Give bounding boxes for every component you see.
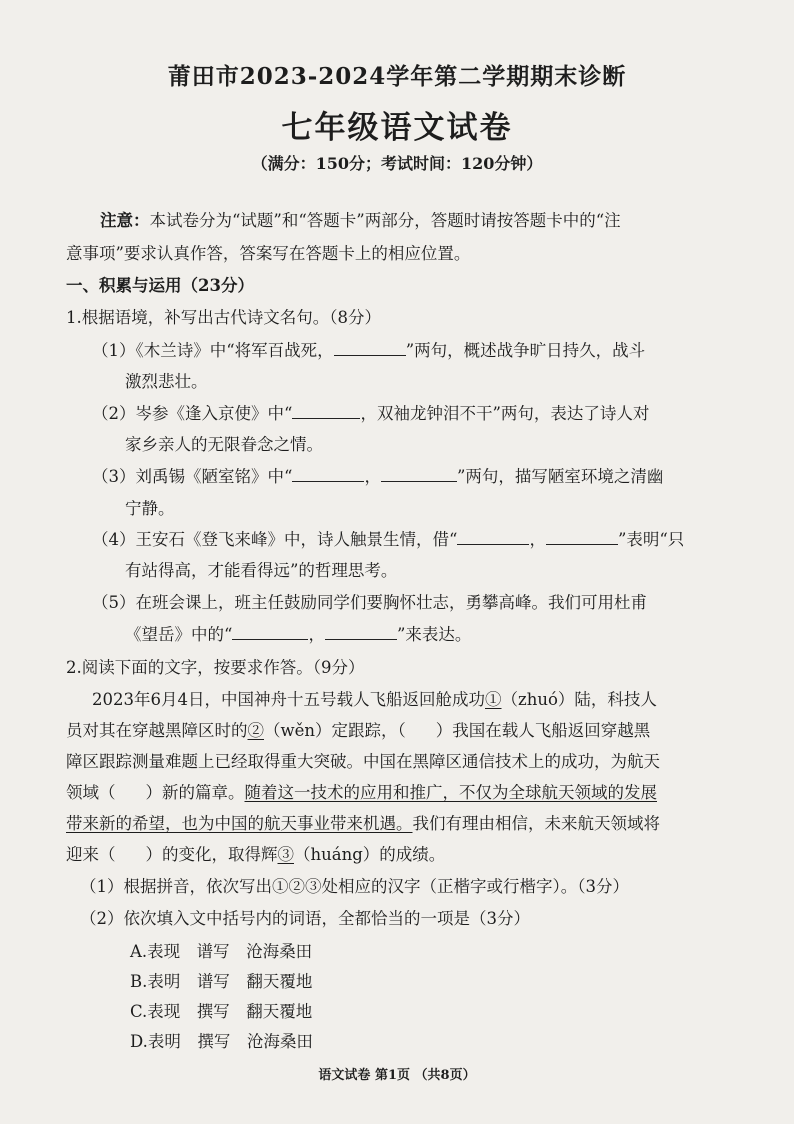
q1-item5-line1: （5）在班会课上，班主任鼓励同学们要胸怀壮志，勇攀高峰。我们可用杜甫 [92,593,647,612]
q1-item5-text-d: ”来表达。 [396,625,472,644]
notice-line1 [100,207,621,231]
notice-text1: 本试卷分为“试题”和“答题卡”两部分，答题时请按答题卡中的“注 [149,211,621,230]
q1-item1-line1 [92,337,645,361]
score-time-info: （满分：150分；考试时间：120分钟） [251,154,543,173]
notice-label: 注意： [100,211,150,230]
option-a[interactable]: A.表现 谱写 沧海桑田 [130,942,313,961]
q1-item1-text-b: ”两句，概述战争旷日持久，战斗 [405,341,646,360]
passage-text: 领域（ [66,783,116,802]
passage-text: ）新的篇章。 [145,783,245,802]
answer-blank[interactable] [334,339,406,356]
q1-item4-text-c: ”表明“只 [617,530,685,549]
q1-item5-text-c: ， [308,625,325,644]
q2-subquestion-2: （2）依次填入文中括号内的词语，全都恰当的一项是（3分） [80,909,530,928]
question-2-stem: 2.阅读下面的文字，按要求作答。（9分） [66,658,365,677]
q1-item2-text-a: （2）岑参《逢入京使》中“ [92,404,293,423]
underlined-sentence: 随着这一技术的应用和推广，不仅为全球航天领域的发展 [244,783,657,802]
exam-title: 七年级语文试卷 [281,110,513,146]
q1-item4-text-a: （4）王安石《登飞来峰》中，诗人触景生情，借“ [92,530,458,549]
passage-text: 迎来（ [66,845,116,864]
q1-item4-text-b: ， [529,530,546,549]
passage-line4 [66,779,657,803]
option-d[interactable]: D.表明 撰写 沧海桑田 [130,1032,313,1051]
answer-blank[interactable] [325,623,397,640]
q1-item3-line1 [92,463,663,487]
passage-text: （zhuó）陆，科技人 [501,690,657,709]
question-1-stem: 1.根据语境，补写出古代诗文名句。（8分） [66,308,381,327]
passage-line1 [92,686,657,710]
passage-text: （wěn）定跟踪，（ [264,721,406,740]
page-footer: 语文试卷 第1页 （共8页） [318,1068,476,1083]
blank-marker-1: ① [485,690,502,709]
passage-line6 [66,841,445,865]
q1-item2-line1 [92,400,649,424]
q1-item4-line1 [92,526,684,550]
answer-blank[interactable] [292,402,360,419]
passage-line5 [66,810,660,834]
q1-item2-text-b: ，双袖龙钟泪不干”两句，表达了诗人对 [360,404,650,423]
passage-text: （huáng）的成绩。 [294,845,446,864]
answer-blank[interactable] [232,623,308,640]
underlined-sentence: 带来新的希望，也为中国的航天事业带来机遇。 [66,814,413,833]
q1-item5-text-b: 《望岳》中的“ [125,625,233,644]
passage-text: 我们有理由相信，未来航天领域将 [412,814,660,833]
q1-item1-text-a: （1）《木兰诗》中“将军百战死， [92,341,334,360]
passage-line2 [66,717,650,741]
q1-item3-text-c: ”两句，描写陋室环境之清幽 [456,467,664,486]
answer-blank[interactable] [546,528,618,545]
passage-text: ）我国在载人飞船返回穿越黑 [435,721,651,740]
option-b[interactable]: B.表明 谱写 翻天覆地 [130,972,313,991]
q1-item5-line2 [125,621,471,645]
exam-title-line1: 莆田市2023-2024学年第二学期期末诊断 [167,63,627,90]
answer-blank[interactable] [457,528,529,545]
blank-marker-2: ② [247,721,264,740]
q1-item3-text-b: ， [364,467,381,486]
q1-item4-line2: 有站得高，才能看得远”的哲理思考。 [125,561,398,580]
q1-item3-text-a: （3）刘禹锡《陋室铭》中“ [92,467,293,486]
option-c[interactable]: C.表现 撰写 翻天覆地 [130,1002,313,1021]
passage-text: ）的变化，取得辉 [145,845,278,864]
notice-line2: 意事项”要求认真作答，答案写在答题卡上的相应位置。 [66,244,471,263]
q1-item1-line2: 激烈悲壮。 [125,372,208,391]
answer-blank[interactable] [292,465,364,482]
q2-subquestion-1: （1）根据拼音，依次写出①②③处相应的汉字（正楷字或行楷字）。（3分） [80,877,629,896]
blank-marker-3: ③ [277,845,294,864]
q1-item3-line2: 宁静。 [125,499,175,518]
passage-text: 2023年6月4日，中国神舟十五号载人飞船返回舱成功 [92,690,485,709]
passage-text: 员对其在穿越黑障区时的 [66,721,248,740]
answer-blank[interactable] [381,465,457,482]
section-heading: 一、积累与运用（23分） [66,276,254,295]
q1-item2-line2: 家乡亲人的无限眷念之情。 [125,435,323,454]
passage-line3: 障区跟踪测量难题上已经取得重大突破。中国在黑障区通信技术上的成功，为航天 [66,752,660,771]
